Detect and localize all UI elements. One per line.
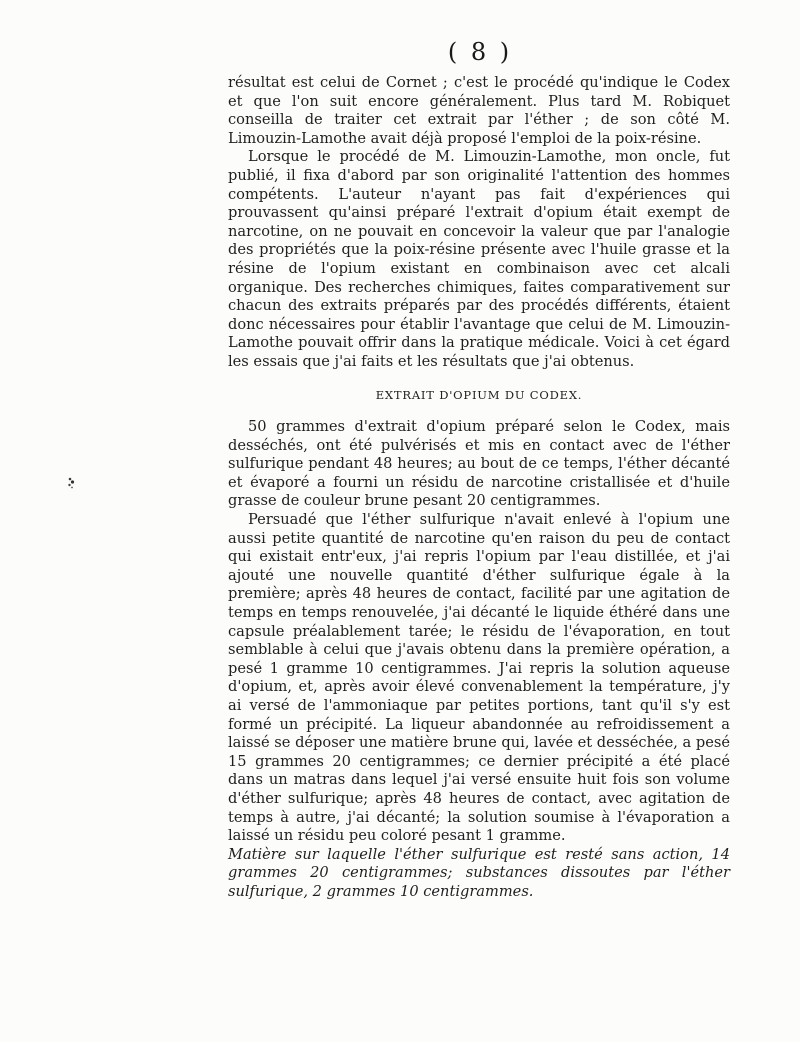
page-number: ( 8 )	[447, 38, 513, 66]
paragraph-5: Matière sur laquelle l'éther sulfurique est resté sans action, 14 grammes 20 centigrammes; substances dissoutes par l'éther sulfurique, 2 grammes 10 centigrammes.	[228, 845, 730, 900]
paragraph-2: Lorsque le procédé de M. Limouzin-Lamothe, mon oncle, fut publié, il fixa d'abord par son originalité l'attention des hommes compétents. L'auteur n'ayant pas fait d'expériences qui prouvassent qu'ainsi préparé l'extrait d'opium était exempt de narcotine, on ne pouvait en concevoir la valeur que par l'analogie des propriétés que la poix-résine présente avec l'huile grasse et la résine de l'opium existant en combinaison avec cet alcali organique. Des recherches chimiques, faites comparativement sur chacun des extraits préparés par des procédés différents, étaient donc nécessaires pour établir l'avantage que celui de M. Limouzin-Lamothe pouvait offrir dans la pratique médicale. Voici à cet égard les essais que j'ai faits et les résultats que j'ai obtenus.	[228, 148, 730, 370]
paragraph-1: résultat est celui de Cornet ; c'est le procédé qu'indique le Codex et que l'on suit encore généralement. Plus tard M. Robiquet conseilla de traiter cet extrait par l'éther ; de son côté M. Limouzin-Lamothe avait déjà proposé l'emploi de la poix-résine.	[228, 74, 730, 147]
ink-speck-mark	[66, 476, 76, 490]
section-heading: EXTRAIT D'OPIUM DU CODEX.	[375, 387, 583, 402]
paragraph-4: Persuadé que l'éther sulfurique n'avait enlevé à l'opium une aussi petite quantité de narcotine qu'en raison du peu de contact qui existait entr'eux, j'ai repris l'opium par l'eau distillée, et j'ai ajouté une nouvelle quantité d'éther sulfurique égale à la première; après 48 heures de contact, facilité par une agitation de temps en temps renouvelée, j'ai décanté le liquide éthéré dans une capsule préalablement tarée; le résidu de l'évaporation, en tout semblable à celui que j'avais obtenu dans la première opération, a pesé 1 gramme 10 centigrammes. J'ai repris la solution aqueuse d'opium, et, après avoir élevé convenablement la température, j'y ai versé de l'ammoniaque par petites portions, tant qu'il s'y est formé un précipité. La liqueur abandonnée au refroidissement a laissé se déposer une matière brune qui, lavée et desséchée, a pesé 15 grammes 20 centigrammes; ce dernier précipité a été placé dans un matras dans lequel j'ai versé ensuite huit fois son volume d'éther sulfurique; après 48 heures de contact, avec agitation de temps à autre, j'ai décanté; la solution soumise à l'évaporation a laissé un résidu peu coloré pesant 1 gramme.	[228, 511, 730, 845]
body-text	[228, 74, 730, 902]
paragraph-3: 50 grammes d'extrait d'opium préparé selon le Codex, mais desséchés, ont été pulvérisés et mis en contact avec de l'éther sulfurique pendant 48 heures; au bout de ce temps, l'éther décanté et évaporé a fourni un résidu de narcotine cristallisée et d'huile grasse de couleur brune pesant 20 centigrammes.	[228, 418, 730, 510]
